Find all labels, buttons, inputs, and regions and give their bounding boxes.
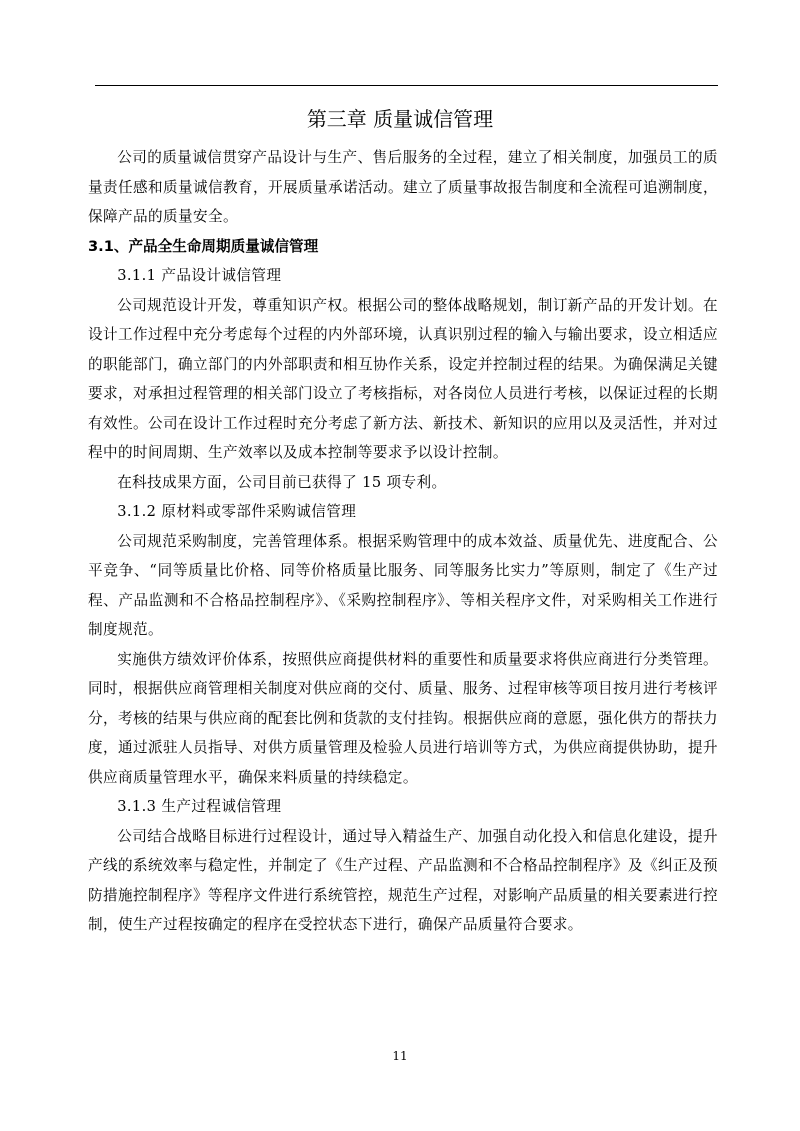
subsection-heading-design: 3.1.1 产品设计诚信管理 <box>117 267 282 284</box>
header-rule <box>95 85 718 86</box>
section-heading: 3.1、产品全生命周期质量诚信管理 <box>88 237 319 255</box>
paragraph-design-1: 公司规范设计开发，尊重知识产权。根据公司的整体战略规划，制订新产品的开发计划。在设计工作过程中充分考虑每个过程的内外部环境，认真识别过程的输入与输出要求，设立相适应的职能部门，确立部门的内外部职责和相互协作关系，设定并控制过程的结果。为确保满足关键要求，对承担过程管理的相关部门设立了考核指标，对各岗位人员进行考核，以保证过程的长期有效性。公司在设计工作过程时充分考虑了新方法、新技术、新知识的应用以及灵活性，并对过程中的时间周期、生产效率以及成本控制等要求予以设计控制。 <box>88 296 718 461</box>
page-number: 11 <box>392 1049 408 1063</box>
paragraph-procurement-1: 公司规范采购制度，完善管理体系。根据采购管理中的成本效益、质量优先、进度配合、公平竞争、“同等质量比价格、同等价格质量比服务、同等服务比实力”等原则，制定了《生产过程、产品监测和不合格品控制程序》、《采购控制程序》、等相关程序文件，对采购相关工作进行制度规范。 <box>88 532 718 638</box>
chapter-title: 第三章 质量诚信管理 <box>306 107 494 131</box>
paragraph-design-2: 在科技成果方面，公司目前已获得了 15 项专利。 <box>117 473 447 491</box>
subsection-heading-procurement: 3.1.2 原材料或零部件采购诚信管理 <box>117 503 357 520</box>
document-body <box>88 143 718 940</box>
subsection-heading-production: 3.1.3 生产过程诚信管理 <box>117 798 282 815</box>
paragraph-procurement-2: 实施供方绩效评价体系，按照供应商提供材料的重要性和质量要求将供应商进行分类管理。同时，根据供应商管理相关制度对供应商的交付、质量、服务、过程审核等项目按月进行考核评分，考核的结果与供应商的配套比例和货款的支付挂钩。根据供应商的意愿，强化供方的帮扶力度，通过派驻人员指导、对供方质量管理及检验人员进行培训等方式，为供应商提供协助，提升供应商质量管理水平，确保来料质量的持续稳定。 <box>88 650 718 786</box>
intro-paragraph: 公司的质量诚信贯穿产品设计与生产、售后服务的全过程，建立了相关制度，加强员工的质量责任感和质量诚信教育，开展质量承诺活动。建立了质量事故报告制度和全流程可追溯制度，保障产品的质量安全。 <box>88 149 718 225</box>
paragraph-production-1: 公司结合战略目标进行过程设计，通过导入精益生产、加强自动化投入和信息化建设，提升产线的系统效率与稳定性，并制定了《生产过程、产品监测和不合格品控制程序》及《纠正及预防措施控制程序》等程序文件进行系统管控，规范生产过程，对影响产品质量的相关要素进行控制，使生产过程按确定的程序在受控状态下进行，确保产品质量符合要求。 <box>88 827 718 933</box>
